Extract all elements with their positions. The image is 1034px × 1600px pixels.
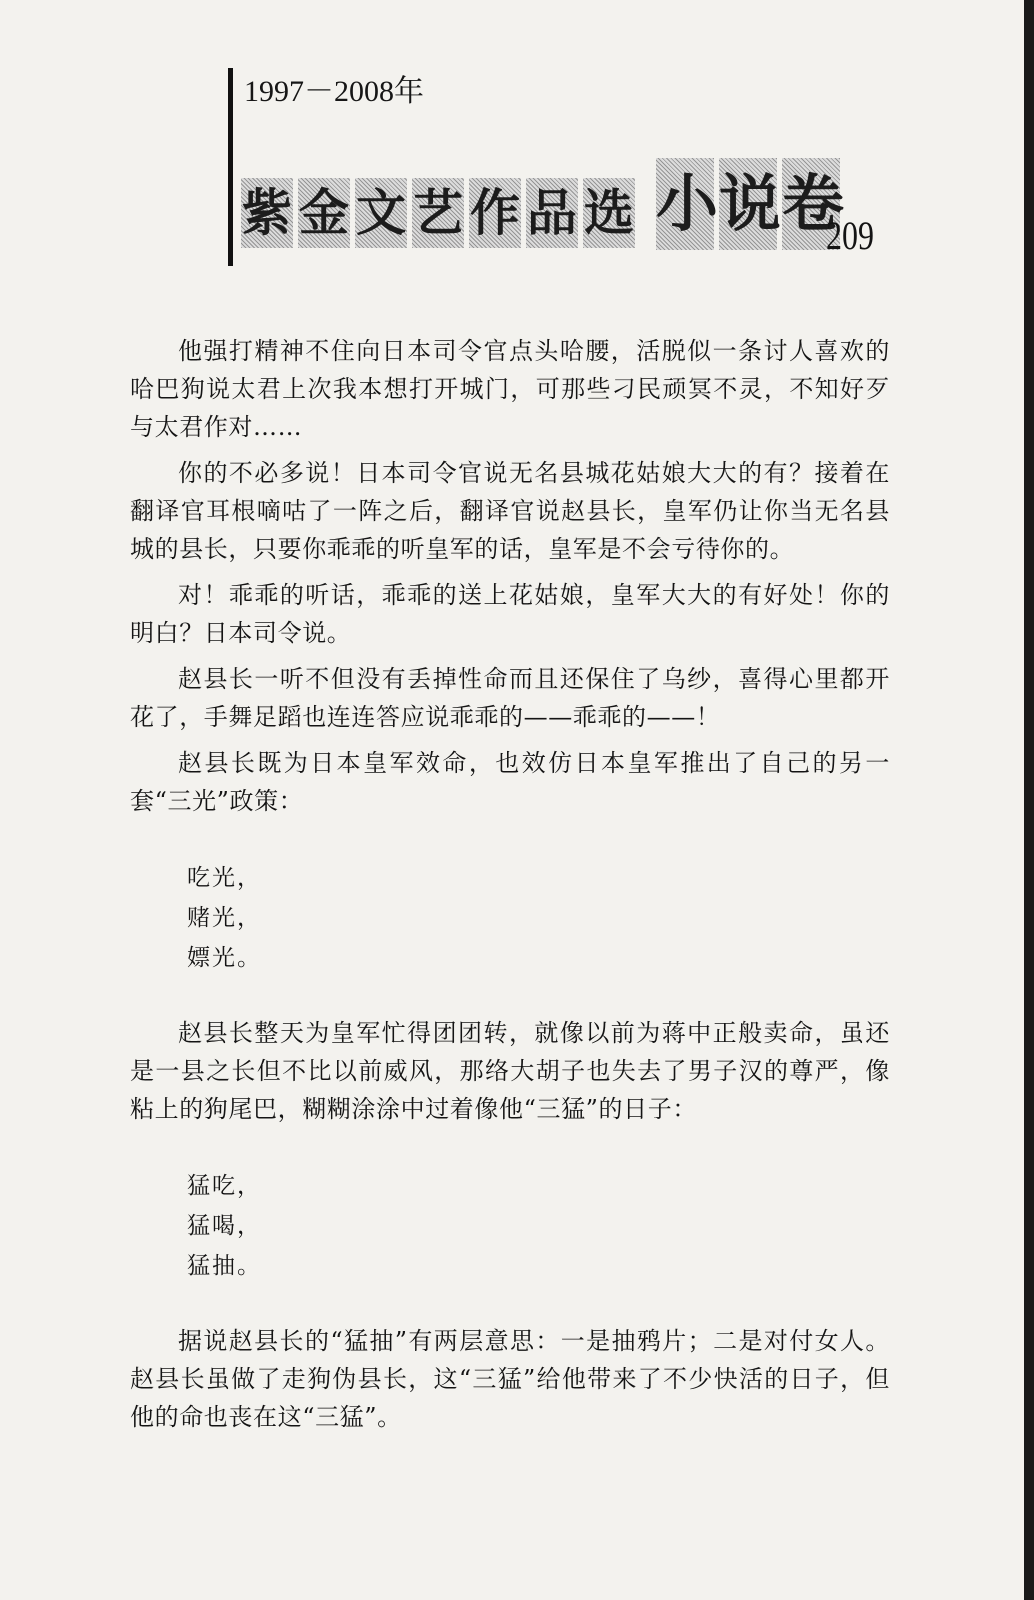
title-char: 紫 xyxy=(241,178,293,248)
title-char: 金 xyxy=(298,178,350,248)
title-char: 文 xyxy=(355,178,407,248)
list-item: 嫖光。 xyxy=(187,945,262,971)
paragraph: 赵县长整天为皇军忙得团团转，就像以前为蒋中正般卖命，虽还是一县之长但不比以前威风，那络大胡子也失去了男子汉的尊严，像粘上的狗尾巴，糊糊涂涂中过着像他“三猛”的日子： xyxy=(130,1019,890,1123)
title-char: 选 xyxy=(583,178,635,248)
paragraph: 据说赵县长的“猛抽”有两层意思：一是抽鸦片；二是对付女人。赵县长虽做了走狗伪县长，这“三猛”给他带来了不少快活的日子，但他的命也丧在这“三猛”。 xyxy=(130,1327,890,1431)
page-number: 209 xyxy=(826,213,874,258)
list-item: 猛喝， xyxy=(187,1213,262,1239)
title-char: 品 xyxy=(526,178,578,248)
paragraph: 对！乖乖的听话，乖乖的送上花姑娘，皇军大大的有好处！你的明白？日本司令说。 xyxy=(130,581,890,647)
title-char: 艺 xyxy=(412,178,464,248)
three-lights-list xyxy=(130,858,890,978)
list-item: 猛抽。 xyxy=(187,1253,262,1279)
scan-edge xyxy=(1024,0,1034,1600)
paragraph: 他强打精神不住向日本司令官点头哈腰，活脱似一条讨人喜欢的哈巴狗说太君上次我本想打开城门，可那些刁民顽冥不灵，不知好歹与太君作对…… xyxy=(130,337,890,441)
year-range: 1997－2008年 xyxy=(244,75,424,108)
book-title xyxy=(241,158,891,258)
paragraph: 赵县长一听不但没有丢掉性命而且还保住了乌纱，喜得心里都开花了，手舞足蹈也连连答应说乖乖的——乖乖的——！ xyxy=(130,665,890,731)
paragraph: 赵县长既为日本皇军效命，也效仿日本皇军推出了自己的另一套“三光”政策： xyxy=(130,749,890,815)
series-char: 卷 xyxy=(782,158,840,250)
paragraph: 你的不必多说！日本司令官说无名县城花姑娘大大的有？接着在翻译官耳根嘀咕了一阵之后，翻译官说赵县长，皇军仍让你当无名县城的县长，只要你乖乖的听皇军的话，皇军是不会亏待你的。 xyxy=(130,459,890,563)
list-item: 赌光， xyxy=(187,905,262,931)
list-item: 猛吃， xyxy=(187,1173,262,1199)
header-divider xyxy=(228,68,233,266)
list-item: 吃光， xyxy=(187,865,262,891)
three-fierce-list xyxy=(130,1166,890,1286)
series-char: 小 xyxy=(656,158,714,250)
series-char: 说 xyxy=(719,158,777,250)
body-text xyxy=(130,332,890,1444)
title-char: 作 xyxy=(469,178,521,248)
